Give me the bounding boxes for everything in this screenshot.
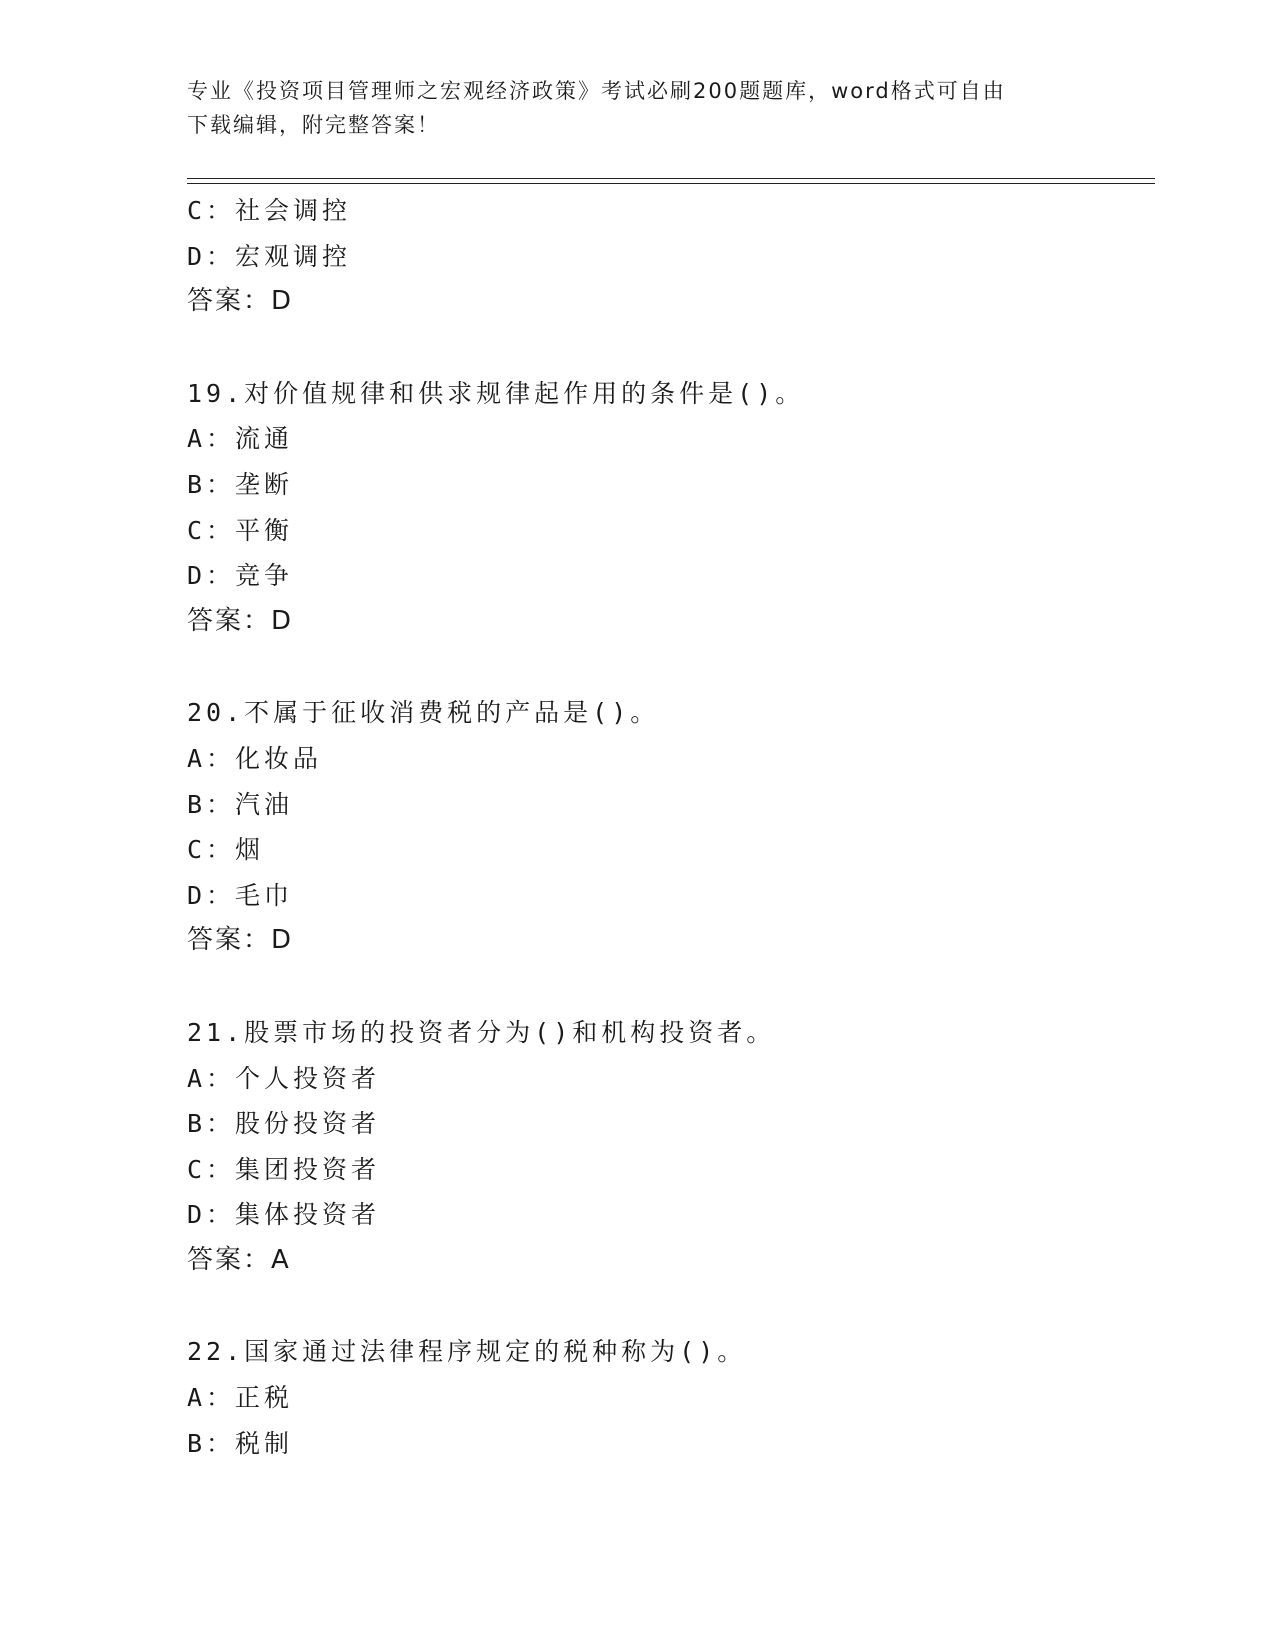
option-d: D：毛巾 [187,880,294,910]
answer-line: 答案：D [187,605,294,636]
question-list [187,188,1147,1466]
question-text: 21.股票市场的投资者分为()和机构投资者。 [187,1017,776,1047]
spacer [187,1283,1147,1329]
option-b: B：股份投资者 [187,1109,381,1139]
spacer [187,644,1147,690]
question-text: 19.对价值规律和供求规律起作用的条件是()。 [187,378,805,408]
spacer [187,964,1147,1010]
option-d: D：宏观调控 [187,241,352,271]
answer-line: 答案：D [187,925,294,956]
option-c: C：社会调控 [187,196,352,225]
spacer [187,325,1147,371]
question-block-21 [187,1010,1147,1284]
question-text: 22.国家通过法律程序规定的税种称为()。 [187,1337,747,1367]
option-b: B：汽油 [187,789,294,819]
header-line-1: 专业《投资项目管理师之宏观经济政策》考试必刷200题题库，word格式可自由 [187,79,1006,103]
option-a: A：正税 [187,1383,294,1413]
answer-line: 答案：D [187,286,294,317]
question-block-19 [187,371,1147,645]
question-block-20 [187,690,1147,964]
option-d: D：竞争 [187,561,294,591]
question-block-22 [187,1329,1147,1466]
question-block-18-continued [187,188,1147,325]
answer-line: 答案：A [187,1244,291,1275]
option-a: A：个人投资者 [187,1063,381,1093]
option-d: D：集体投资者 [187,1200,381,1230]
option-c: C：集团投资者 [187,1154,381,1184]
option-b: B：税制 [187,1428,294,1458]
option-c: C：烟 [187,835,265,865]
question-text: 20.不属于征收消费税的产品是()。 [187,698,660,728]
header-divider-top [187,178,1155,179]
option-c: C：平衡 [187,515,294,545]
header-divider-bottom [187,183,1155,184]
header-line-2: 下载编辑，附完整答案！ [187,113,440,137]
option-a: A：流通 [187,424,294,454]
document-header [187,74,1087,142]
option-a: A：化妆品 [187,743,323,773]
option-b: B：垄断 [187,469,294,499]
